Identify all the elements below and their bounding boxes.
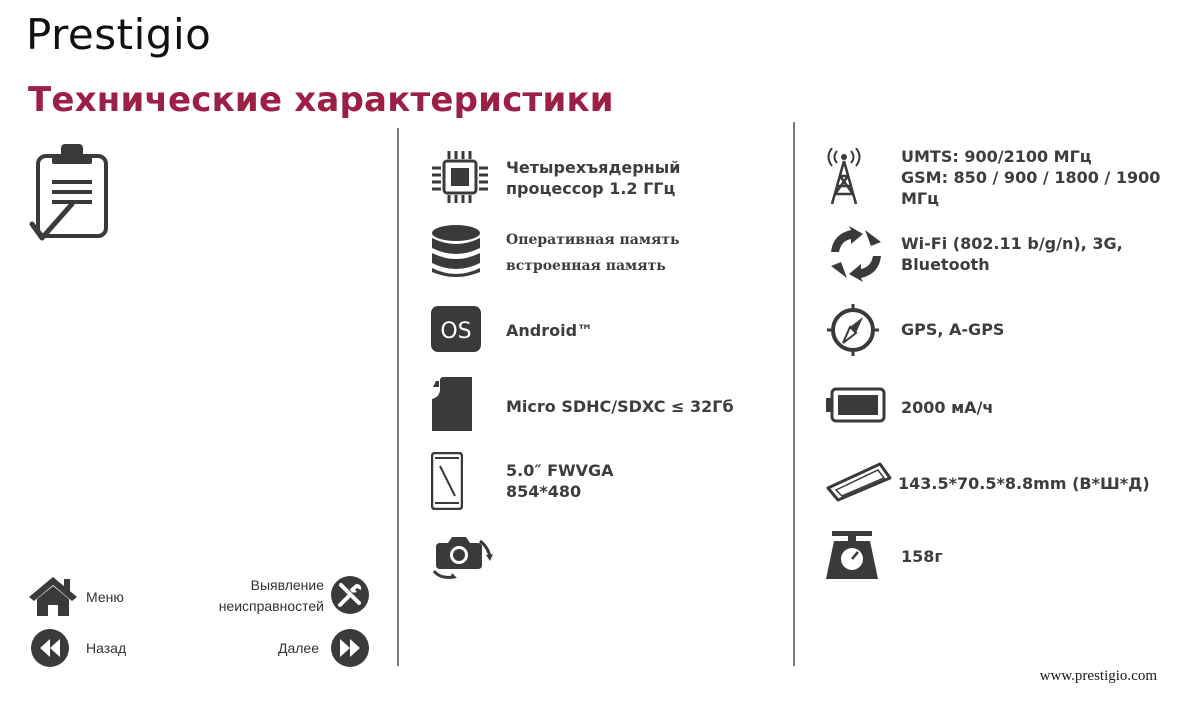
home-icon [28,575,78,617]
column-divider-right [793,122,795,666]
battery-icon [826,387,886,423]
spec-weight: 158г [901,547,943,566]
spec-network: UMTS: 900/2100 МГц GSM: 850 / 900 / 1800 / 1900 МГц [901,147,1161,208]
smartphone-icon [431,452,463,510]
spec-memory-card: Micro SDHC/SDXC ≤ 32Гб [506,397,734,416]
next-button[interactable] [262,628,372,670]
os-icon [431,306,481,352]
back-label: Назад [86,640,127,656]
menu-label: Меню [86,589,124,605]
troubleshoot-label [194,575,324,617]
menu-button[interactable] [28,575,138,619]
fast-forward-icon [330,628,370,668]
spec-battery: 2000 мА/ч [901,398,994,417]
troubleshoot-label-line1: Выявление [250,577,324,593]
spec-os: Android™ [506,321,594,340]
troubleshoot-label-line2: неисправностей [218,598,324,614]
camera-icon [430,533,494,579]
microsd-icon [432,377,474,433]
clipboard-checklist-icon [28,142,112,244]
rewind-icon [30,628,70,668]
page-title: Технические характеристики [28,80,614,120]
spec-dimensions: 143.5*70.5*8.8mm (В*Ш*Д) [898,474,1150,493]
spec-memory [506,227,680,279]
antenna-icon [826,148,862,206]
cpu-icon [430,150,490,206]
spec-gps: GPS, A-GPS [901,320,1005,339]
os-icon-text: OS [440,319,472,344]
column-divider-left [397,128,399,666]
website-link[interactable]: www.prestigio.com [1039,668,1157,684]
next-label: Далее [278,640,320,656]
spec-wireless: Wi-Fi (802.11 b/g/n), 3G, Bluetooth [901,234,1123,274]
scale-icon [826,531,878,581]
spec-display: 5.0″ FWVGA 854*480 [506,461,614,501]
dimensions-icon [826,460,892,502]
brand-logo: Prestigio [26,10,212,59]
back-button[interactable] [28,628,138,670]
spec-storage-label: встроенная память [506,258,666,274]
spec-ram-label: Оперативная память [506,232,680,248]
tools-icon [330,575,370,615]
troubleshoot-button[interactable] [206,573,372,621]
database-icon [430,224,482,280]
wireless-arrows-icon [827,226,885,282]
spec-cpu: Четырехъядерный процессор 1.2 ГГц [506,158,681,198]
compass-icon [826,303,880,357]
